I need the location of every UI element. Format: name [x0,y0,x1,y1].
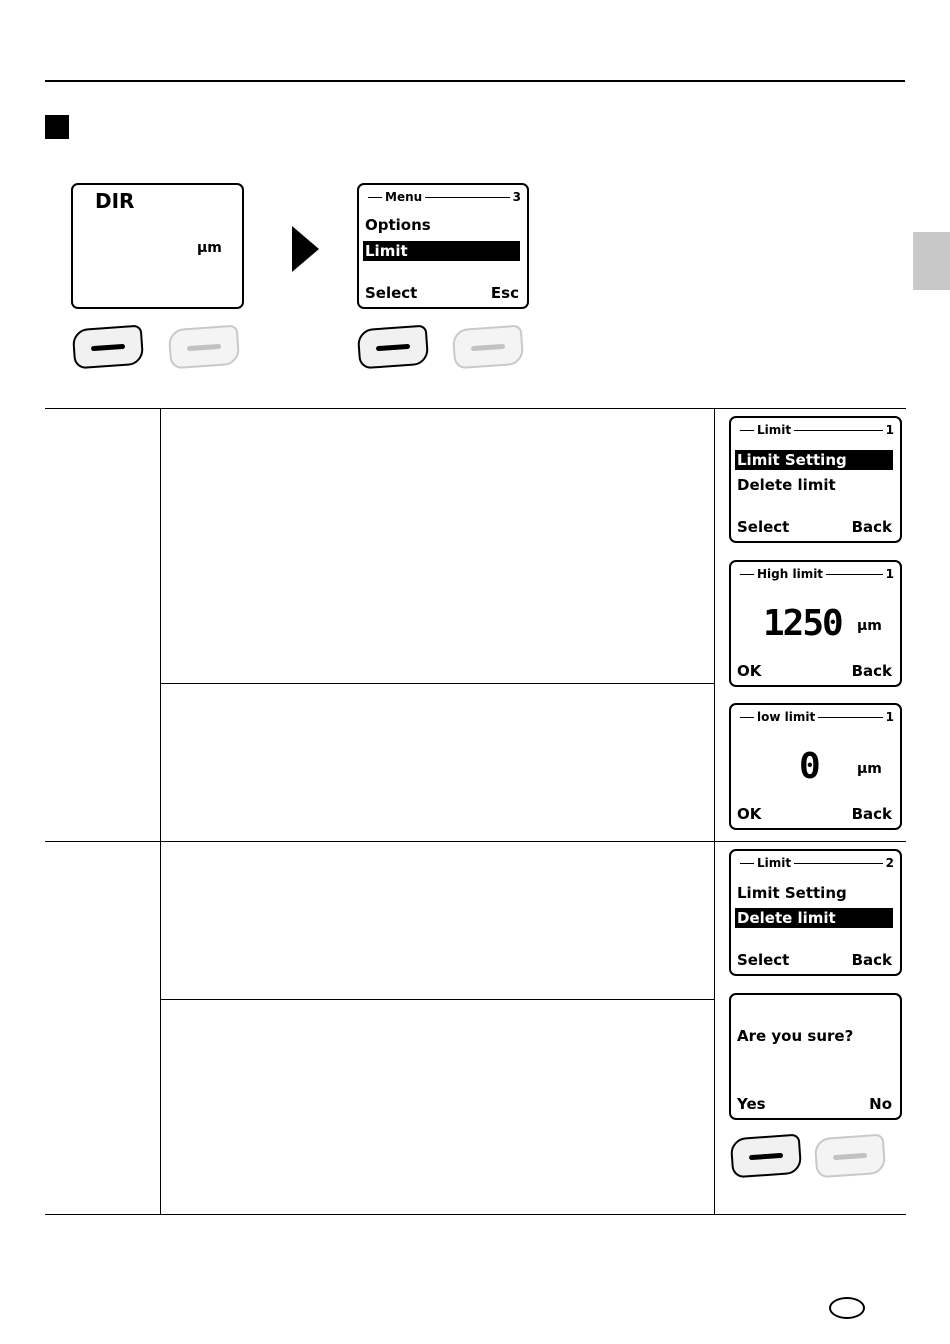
softkey-left-label: OK [737,662,762,680]
screen-title: Limit [757,856,792,870]
key-bar-icon [471,344,505,351]
menu-item-limit-setting[interactable]: Limit Setting [735,450,893,470]
play-arrow-icon [292,226,319,272]
screen-header [737,423,894,437]
mode-label: DIR [95,189,135,213]
softkey-right-label: Back [851,951,892,969]
key-bar-icon [91,344,125,351]
screen-title: High limit [757,567,824,581]
softkey-left-label: Select [737,518,790,536]
right-softkey-button[interactable] [814,1134,887,1179]
softkey-right-label: No [869,1095,892,1113]
chapter-tab [913,232,950,290]
screen-header [365,190,521,204]
screen-index: 1 [885,567,894,581]
table-inner-rule [160,999,715,1000]
key-bar-icon [833,1153,867,1160]
lcd-limit-screen-2 [729,849,902,976]
softkey-left-label: OK [737,805,762,823]
menu-item-limit[interactable]: Limit [363,241,520,261]
lcd-confirm-screen [729,993,902,1120]
softkey-left-label: Yes [737,1095,766,1113]
menu-item-delete-limit[interactable]: Delete limit [737,476,836,494]
screen-index: 1 [885,710,894,724]
left-softkey-button[interactable] [357,325,430,370]
screen-header [737,710,894,724]
lcd-menu-screen [357,183,529,309]
softkey-right-label: Esc [490,284,519,302]
key-bar-icon [749,1153,783,1160]
menu-item-delete-limit[interactable]: Delete limit [735,908,893,928]
confirm-message: Are you sure? [737,1027,854,1045]
screen-title: Menu [385,190,423,204]
country-oval-icon [829,1297,865,1319]
screen-header [737,856,894,870]
table-top-rule [45,408,906,409]
screen-header [737,567,894,581]
screen-index: 1 [885,423,894,437]
table-inner-rule [160,683,715,684]
left-softkey-button[interactable] [730,1134,803,1179]
softkey-right-label: Back [851,518,892,536]
key-bar-icon [376,344,410,351]
screen-index: 2 [885,856,894,870]
unit-label: µm [857,618,882,634]
softkey-right-label: Back [851,805,892,823]
table-col2-divider [714,408,715,1215]
menu-item-options[interactable]: Options [365,216,431,234]
lcd-low-limit-screen [729,703,902,830]
key-bar-icon [187,344,221,351]
softkey-right-label: Back [851,662,892,680]
limit-value: 1250 [763,603,842,644]
softkey-left-label: Select [737,951,790,969]
table-row-rule [45,841,906,842]
section-bullet-icon [45,115,69,139]
left-softkey-button[interactable] [72,325,145,370]
lcd-limit-screen-1 [729,416,902,543]
right-softkey-button[interactable] [452,325,525,370]
softkey-left-label: Select [365,284,418,302]
lcd-high-limit-screen [729,560,902,687]
table-col1-divider [160,408,161,1215]
limit-value: 0 [799,746,819,787]
menu-item-limit-setting[interactable]: Limit Setting [737,884,847,902]
screen-title: Limit [757,423,792,437]
lcd-dir-screen [71,183,244,309]
screen-title: low limit [757,710,816,724]
right-softkey-button[interactable] [168,325,241,370]
top-rule [45,80,905,82]
unit-label: µm [197,240,222,256]
table-bottom-rule [45,1214,906,1215]
screen-index: 3 [512,190,521,204]
unit-label: µm [857,761,882,777]
